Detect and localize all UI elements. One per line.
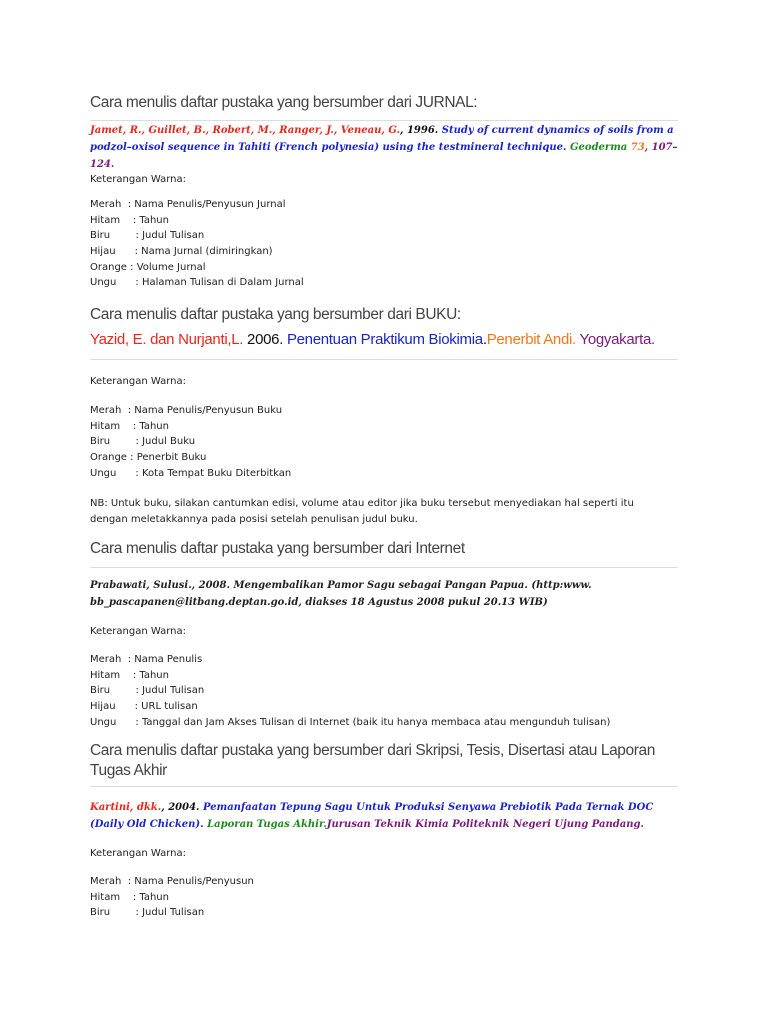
ref-year: , 2004. bbox=[161, 802, 203, 813]
reference-jurnal bbox=[90, 122, 680, 173]
legend-list-buku bbox=[90, 403, 291, 481]
legend-title: Keterangan Warna: bbox=[90, 174, 187, 185]
reference-skripsi bbox=[90, 799, 680, 833]
legend-item: Hijau : URL tulisan bbox=[90, 701, 198, 713]
ref-type: Laporan Tugas Akhir. bbox=[203, 819, 327, 830]
legend-item: Hitam : Tahun bbox=[90, 891, 169, 903]
ref-journal: Geoderma bbox=[566, 142, 631, 153]
legend-item: Ungu : Tanggal dan Jam Akses Tulisan di Internet (baik itu hanya membaca atau mengunduh tulisan) bbox=[90, 716, 611, 728]
legend-item: Merah : Nama Penulis bbox=[90, 654, 203, 665]
divider bbox=[90, 359, 678, 360]
note-buku: NB: Untuk buku, silakan cantumkan edisi, volume atau editor jika buku tersebut menyediakan hal seperti itu dengan meletakkannya pada posisi setelah penulisan judul buku. bbox=[90, 498, 634, 525]
legend-item: Biru : Judul Tulisan bbox=[90, 230, 205, 242]
ref-author: Kartini, dkk. bbox=[90, 802, 162, 813]
legend-item: Hitam : Tahun bbox=[90, 669, 169, 681]
divider bbox=[90, 786, 678, 787]
reference-buku bbox=[90, 330, 690, 350]
ref-title: Study of current dynamics of soils from a podzol–oxisol sequence in Tahiti (French polynesia) using the testmineral technique. bbox=[90, 125, 674, 153]
legend-item: Merah : Nama Penulis/Penyusun Buku bbox=[90, 405, 283, 416]
legend-item: Biru : Judul Buku bbox=[90, 436, 196, 448]
ref-full: Prabawati, Sulusi., 2008. Mengembalikan Pamor Sagu sebagai Pangan Papua. (http:www. bb_pascapanen@litbang.deptan.go.id, diakses 18 Agustus 2008 pukul 20.13 WIB) bbox=[90, 580, 592, 608]
legend-item: Hitam : Tahun bbox=[90, 420, 169, 432]
ref-pages: , 107–124. bbox=[90, 142, 678, 170]
ref-institution: Jurusan Teknik Kimia Politeknik Negeri Ujung Pandang. bbox=[326, 819, 644, 830]
legend-title: Keterangan Warna: bbox=[90, 376, 187, 387]
section-heading-internet: Cara menulis daftar pustaka yang bersumber dari Internet bbox=[90, 540, 465, 557]
ref-year: 2006. bbox=[243, 331, 287, 348]
legend-list-jurnal bbox=[90, 197, 304, 291]
legend-list-internet bbox=[90, 652, 610, 730]
ref-separator: . bbox=[482, 331, 487, 348]
ref-publisher: Penerbit Andi. bbox=[486, 331, 576, 348]
legend-item: Orange : Volume Jurnal bbox=[90, 261, 206, 273]
section-heading-buku: Cara menulis daftar pustaka yang bersumber dari BUKU: bbox=[90, 306, 461, 323]
legend-item: Merah : Nama Penulis/Penyusun Jurnal bbox=[90, 199, 286, 210]
reference-internet bbox=[90, 577, 680, 611]
section-heading-jurnal: Cara menulis daftar pustaka yang bersumber dari JURNAL: bbox=[90, 94, 478, 111]
ref-author: Yazid, E. dan Nurjanti,L. bbox=[90, 331, 244, 348]
legend-item: Ungu : Halaman Tulisan di Dalam Jurnal bbox=[90, 277, 304, 289]
ref-volume: 73 bbox=[630, 142, 645, 153]
legend-item: Biru : Judul Tulisan bbox=[90, 907, 205, 919]
legend-item: Merah : Nama Penulis/Penyusun bbox=[90, 876, 254, 887]
legend-item: Ungu : Kota Tempat Buku Diterbitkan bbox=[90, 467, 292, 479]
legend-item: Hijau : Nama Jurnal (dimiringkan) bbox=[90, 246, 273, 258]
ref-year: , 1996. bbox=[400, 125, 442, 136]
legend-item: Hitam : Tahun bbox=[90, 214, 169, 226]
ref-city: Yogyakarta. bbox=[575, 331, 655, 348]
legend-item: Biru : Judul Tulisan bbox=[90, 685, 205, 697]
ref-title: Pemanfaatan Tepung Sagu Untuk Produksi Senyawa Prebiotik Pada Ternak DOC (Daily Old Chicken). bbox=[90, 802, 654, 830]
ref-title: Penentuan Praktikum Biokimia bbox=[286, 331, 483, 348]
legend-item: Orange : Penerbit Buku bbox=[90, 452, 207, 464]
legend-list-skripsi bbox=[90, 874, 254, 921]
legend-title: Keterangan Warna: bbox=[90, 848, 187, 859]
section-heading-skripsi: Cara menulis daftar pustaka yang bersumber dari Skripsi, Tesis, Disertasi atau Laporan Tugas Akhir bbox=[90, 742, 655, 779]
divider bbox=[90, 567, 678, 568]
divider bbox=[90, 120, 678, 121]
legend-title: Keterangan Warna: bbox=[90, 626, 187, 637]
ref-author: Jamet, R., Guillet, B., Robert, M., Ranger, J., Veneau, G. bbox=[90, 125, 400, 136]
